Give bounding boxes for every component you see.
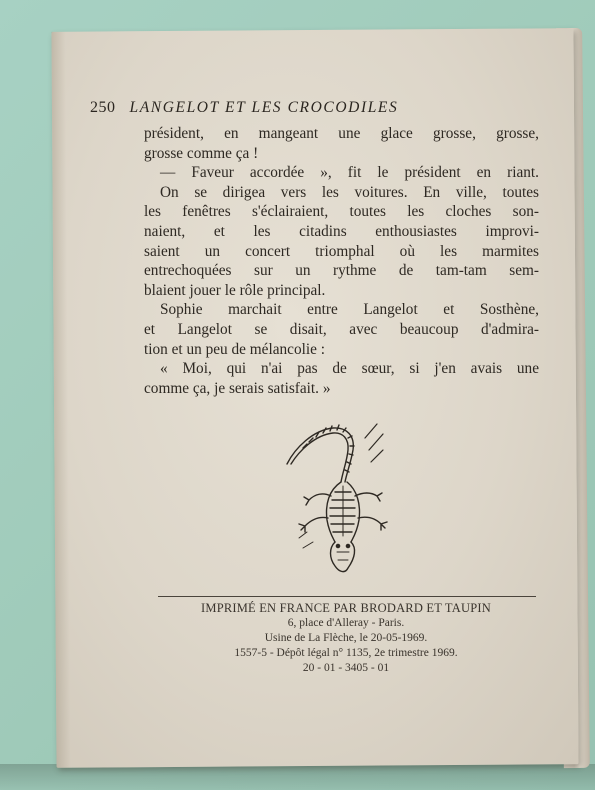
text-line: Sophie marchait entre Langelot et Sosthène,	[160, 301, 539, 319]
text-line: et Langelot se disait, avec beaucoup d'admira-	[144, 320, 539, 338]
text-line: tion et un peu de mélancolie :	[144, 340, 325, 358]
imprint-rule	[158, 596, 536, 597]
text-line: saient un concert triomphal où les marmites	[144, 242, 539, 260]
imprint-printer: IMPRIMÉ EN FRANCE PAR BRODARD ET TAUPIN	[201, 601, 491, 615]
page-number: 250	[90, 99, 116, 116]
text-line: entrechoquées sur un rythme de tam-tam sem-	[144, 262, 539, 280]
imprint-code: 20 - 01 - 3405 - 01	[302, 662, 390, 674]
text-line: On se dirigea vers les voitures. En ville, toutes	[160, 183, 539, 201]
imprint-legal-deposit: 1557-5 - Dépôt légal n° 1135, 2e trimestre 1969.	[234, 647, 458, 659]
body-text	[144, 124, 539, 398]
text-line: comme ça, je serais satisfait. »	[144, 379, 331, 397]
text-line: les fenêtres s'éclairaient, toutes les cloches son-	[144, 203, 539, 221]
imprint-address: 6, place d'Alleray - Paris.	[287, 617, 405, 629]
crocodile-illustration	[285, 420, 390, 580]
text-line: grosse comme ça !	[144, 144, 259, 162]
imprint-factory: Usine de La Flèche, le 20-05-1969.	[264, 632, 428, 644]
text-line: naient, et les citadins enthousiastes improvi-	[144, 222, 539, 240]
text-line: — Faveur accordée », fit le président en riant.	[160, 164, 539, 182]
running-title: LANGELOT ET LES CROCODILES	[129, 99, 399, 116]
text-line: blaient jouer le rôle principal.	[144, 281, 326, 299]
table-surface-shadow	[0, 764, 595, 790]
running-header	[90, 99, 490, 117]
text-line: « Moi, qui n'ai pas de sœur, si j'en avais une	[160, 360, 539, 378]
printer-imprint	[150, 600, 542, 676]
text-line: président, en mangeant une glace grosse, grosse,	[144, 125, 539, 142]
